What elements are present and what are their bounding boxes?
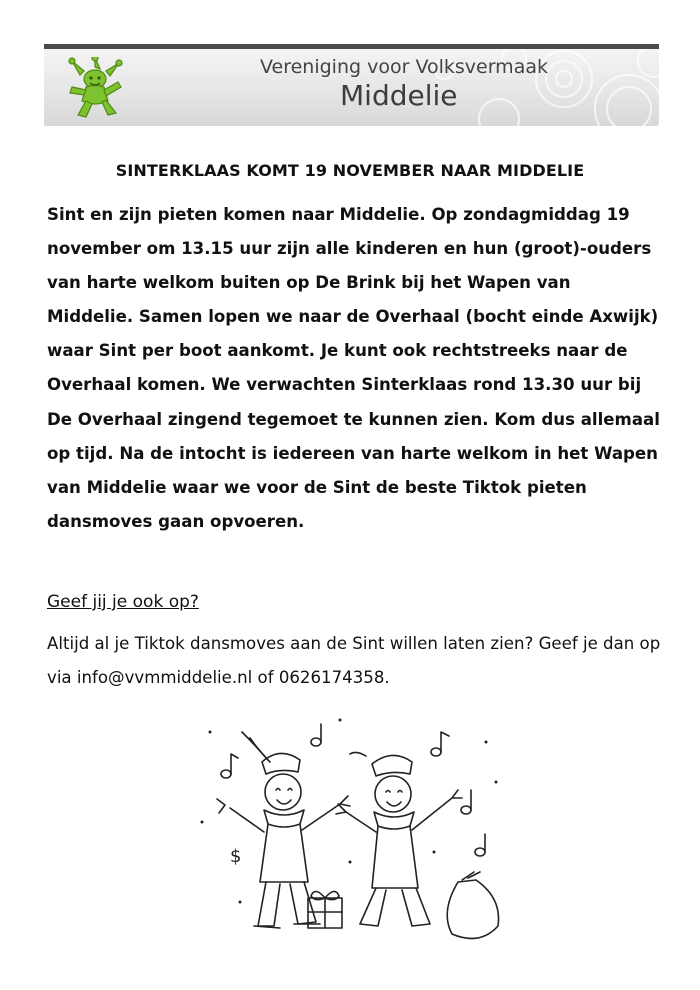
org-name-line1: Vereniging voor Volksvermaak: [260, 56, 548, 78]
signup-text: Altijd al je Tiktok dansmoves aan de Sint willen laten zien? Geef je dan op via info@vvmmiddelie.nl of 0626174358.: [47, 634, 661, 687]
page-title: SINTERKLAAS KOMT 19 NOVEMBER NAAR MIDDELIE: [115, 161, 585, 180]
music-note-icon: [221, 724, 485, 856]
org-name-line2: Middelie: [340, 79, 458, 112]
dancing-pieten-drawing: [190, 712, 510, 952]
jester-icon: [64, 57, 126, 119]
header-banner: [44, 49, 659, 126]
article-body: Sint en zijn pieten komen naar Middelie. Op zondagmiddag 19 november om 13.15 uur zijn alle kinderen en hun (groot)-ouders van harte welkom buiten op De Brink bij het Wapen van Middelie. Samen lopen we naar de Overhaal (bocht einde Axwijk) waar Sint per boot aankomt. Je kunt ook rechtstreeks naar de Overhaal komen. We verwachten Sinterklaas rond 13.30 uur bij De Overhaal zingend tegemoet te kunnen zien. Kom dus allemaal op tijd. Na de intocht is iedereen van harte welkom in het Wapen van Middelie waar we voor de Sint de beste Tiktok pieten dansmoves gaan opvoeren.: [47, 205, 660, 531]
signup-title: Geef jij je ook op?: [47, 592, 199, 612]
svg-text:$: $: [230, 846, 242, 867]
